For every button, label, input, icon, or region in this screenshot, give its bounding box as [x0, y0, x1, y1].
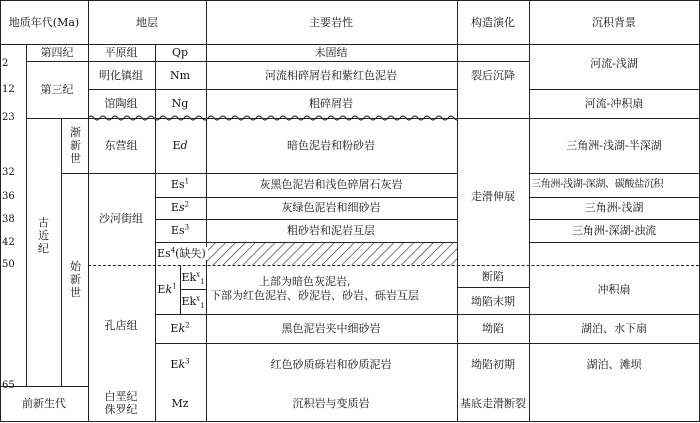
- setting-delta-semi-bottom: [529, 173, 699, 174]
- code-es2-sup: 2: [184, 200, 190, 209]
- formation-shahejie: 沙河街组: [99, 212, 143, 225]
- setting-delta-deep-bottom: [529, 197, 699, 198]
- formation-dongying: 东营组: [104, 139, 138, 152]
- age-tick: 38: [2, 214, 15, 225]
- setting-delta-semi-deep: 三角洲-浅湖-半深湖: [566, 139, 662, 152]
- age-tick: 50: [2, 259, 15, 270]
- code-es4-sup: 4: [170, 246, 176, 255]
- lithology-qp: 未固结: [314, 46, 348, 59]
- table-bottom-border: [0, 421, 700, 422]
- age-tick: 32: [2, 167, 15, 178]
- age-tick: 36: [2, 191, 15, 202]
- epoch-eocene: 始新世: [68, 260, 82, 300]
- row-es2-bottom: [155, 219, 457, 220]
- period-quaternary: 第四纪: [40, 46, 74, 59]
- tectonic-late-depression: 坳陷末期: [471, 295, 515, 308]
- code-ek1-upper-sup: x: [196, 270, 201, 279]
- col-divider-age: [88, 0, 89, 422]
- code-ek2-sup: 2: [185, 321, 190, 330]
- code-ek1-upper-sub: 1: [200, 278, 205, 287]
- tectonic-depression-bottom: [457, 343, 529, 344]
- code-ek1-lower-sub: 1: [200, 302, 205, 311]
- code-es3-main: Es: [170, 224, 185, 237]
- code-ek1-italic: k: [165, 283, 173, 296]
- formation-minghuazhen: 明化镇组: [99, 69, 143, 82]
- code-ng: Ng: [171, 97, 189, 110]
- header-lithology: 主要岩性: [309, 16, 353, 29]
- code-es3-sup: 3: [184, 223, 190, 232]
- col-divider-lithology: [457, 0, 458, 422]
- code-es2-main: E: [170, 201, 179, 214]
- code-ek2: [170, 322, 189, 335]
- epoch-oligocene: 渐新世: [68, 126, 82, 166]
- age-quaternary-bottom: [26, 61, 88, 62]
- tectonic-post-rift: 裂后沉降: [471, 69, 515, 82]
- code-nm: Nm: [169, 69, 191, 82]
- tectonic-faulting: 断陷: [482, 270, 504, 283]
- header-divider: [0, 44, 700, 45]
- formation-cretaceous-jurassic-1: 白垩纪: [104, 390, 138, 403]
- lithology-ek1-line2: 下部为红色泥岩、砂泥岩、砂岩、砾岩互层: [210, 289, 419, 302]
- code-ek2-main: E: [170, 322, 179, 335]
- setting-fan-bottom: [529, 314, 699, 315]
- table-left-border: [0, 0, 1, 422]
- row-ek2-bottom: [155, 343, 457, 344]
- age-tick: 65: [2, 380, 15, 391]
- setting-lake-fan-bottom: [529, 343, 699, 344]
- setting-delta-shallow: 三角洲-浅湖: [584, 201, 644, 214]
- code-ek3-sup: 3: [185, 357, 190, 366]
- lithology-nm: 河流相碎屑岩和紫红色泥岩: [265, 69, 397, 82]
- lithology-es3: 粗砂岩和泥岩互层: [287, 224, 375, 237]
- setting-lake-bar: 湖泊、滩坝: [586, 358, 642, 371]
- code-ed: [172, 139, 187, 152]
- code-es4: [157, 247, 208, 260]
- setting-lake-fan: 湖泊、水下扇: [581, 322, 647, 335]
- ek1-subcell-mid: [180, 289, 206, 290]
- col-divider-strata: [206, 0, 207, 422]
- code-ek3: [170, 358, 189, 371]
- formation-pingyuan: 平原组: [104, 46, 138, 59]
- formation-kongdian: 孔店组: [104, 319, 138, 332]
- age-tick: 12: [2, 84, 15, 95]
- age-tertiary-bottom: [26, 118, 88, 119]
- code-ek1-lower: [181, 294, 205, 311]
- boundary-50ma-dashed: [88, 265, 699, 266]
- code-ek1-lower-main: Ek: [181, 295, 197, 308]
- row-ek1-bottom: [155, 314, 457, 315]
- row-ed-bottom: [88, 173, 457, 174]
- code-es3: [171, 224, 189, 237]
- code-qp: Qp: [171, 46, 189, 59]
- lithology-ng: 粗碎屑岩: [309, 97, 353, 110]
- code-ed-italic: d: [180, 139, 188, 152]
- formation-guantao: 馆陶组: [104, 97, 138, 110]
- tectonic-depression: 坳陷: [482, 322, 504, 335]
- lithology-ed: 暗色泥岩和粉砂岩: [287, 139, 375, 152]
- col-divider-code: [155, 44, 156, 422]
- code-ek1-upper: [181, 270, 205, 287]
- tectonic-strike-slip: 走滑伸展: [471, 190, 515, 203]
- code-mz: Mz: [171, 397, 189, 410]
- lithology-es1: 灰黑色泥岩和浅色碎屑石灰岩: [259, 178, 403, 191]
- code-es1: [171, 178, 189, 191]
- setting-delta-turbidite: 三角洲-深湖-浊流: [571, 224, 657, 237]
- setting-fluvial-lake-bottom: [529, 89, 699, 90]
- age-epoch-divider: [61, 118, 62, 386]
- age-oligocene-bottom: [61, 173, 88, 174]
- code-es1-sup: 1: [184, 177, 190, 186]
- age-tick: 42: [2, 237, 15, 248]
- code-ek2-italic: k: [178, 322, 186, 335]
- lithology-es2: 灰绿色泥岩和细砂岩: [281, 201, 381, 214]
- code-ek1-upper-main: Ek: [181, 271, 197, 284]
- code-ed-main: E: [172, 139, 181, 152]
- row-nm-bottom: [88, 89, 457, 90]
- lithology-ek2: 黑色泥岩夹中细砂岩: [281, 322, 381, 335]
- tectonic-early-depression: 坳陷初期: [471, 358, 515, 371]
- setting-alluvial-fan: 冲积扇: [597, 283, 631, 296]
- setting-fluvial-fan: 河流-冲积扇: [584, 97, 644, 110]
- code-ek3-italic: k: [178, 358, 186, 371]
- unconformity-wavy-line: [88, 114, 458, 122]
- code-es2-italic: s: [178, 201, 185, 214]
- formation-cretaceous-jurassic-2: 侏罗纪: [104, 403, 138, 416]
- col-divider-tectonic: [529, 0, 530, 422]
- period-tertiary: 第三纪: [40, 83, 74, 96]
- setting-fluvial-lake: 河流-浅湖: [590, 57, 638, 70]
- period-pre-cenozoic: 前新生代: [22, 397, 66, 410]
- age-tick-axis: [26, 44, 27, 386]
- code-ek1-main: E: [157, 283, 166, 296]
- tectonic-late-bottom: [457, 314, 529, 315]
- code-ek1-lower-sup: x: [196, 294, 201, 303]
- header-tectonic: 构造演化: [471, 16, 515, 29]
- age-tick: 2: [2, 58, 9, 69]
- setting-delta-deep-saline: 三角洲-浅湖-深湖、碳酸盐沉积: [531, 179, 664, 190]
- setting-turbidite-bottom: [529, 242, 699, 243]
- setting-delta-shallow-bottom: [529, 219, 699, 220]
- code-ek3-main: E: [170, 358, 179, 371]
- lithology-ek1-line1: 上部为暗色灰泥岩,: [259, 275, 351, 288]
- code-es4-note: (缺失): [175, 247, 206, 260]
- header-strata: 地层: [136, 16, 158, 29]
- period-paleogene: 古近纪: [36, 216, 50, 256]
- table-top-border: [0, 0, 700, 1]
- code-es1-main: Es: [170, 178, 185, 191]
- row-qp-bottom: [88, 61, 529, 62]
- tectonic-faulting-bottom: [457, 287, 529, 288]
- header-age: 地质年代(Ma): [8, 16, 80, 29]
- lithology-ek3: 红色砂质砾岩和砂质泥岩: [270, 358, 392, 371]
- header-setting: 沉积背景: [592, 16, 636, 29]
- age-tick: 23: [2, 112, 15, 123]
- es4-hatch-pattern: [206, 242, 457, 265]
- row-es1-bottom: [155, 197, 457, 198]
- code-ek1-sup: 1: [172, 282, 177, 291]
- code-es4-main: Es: [157, 247, 171, 260]
- tectonic-basement: 基底走滑断裂: [460, 397, 526, 410]
- code-ek1: [157, 283, 176, 296]
- code-es2: [171, 201, 189, 214]
- lithology-mz: 沉积岩与变质岩: [292, 397, 370, 410]
